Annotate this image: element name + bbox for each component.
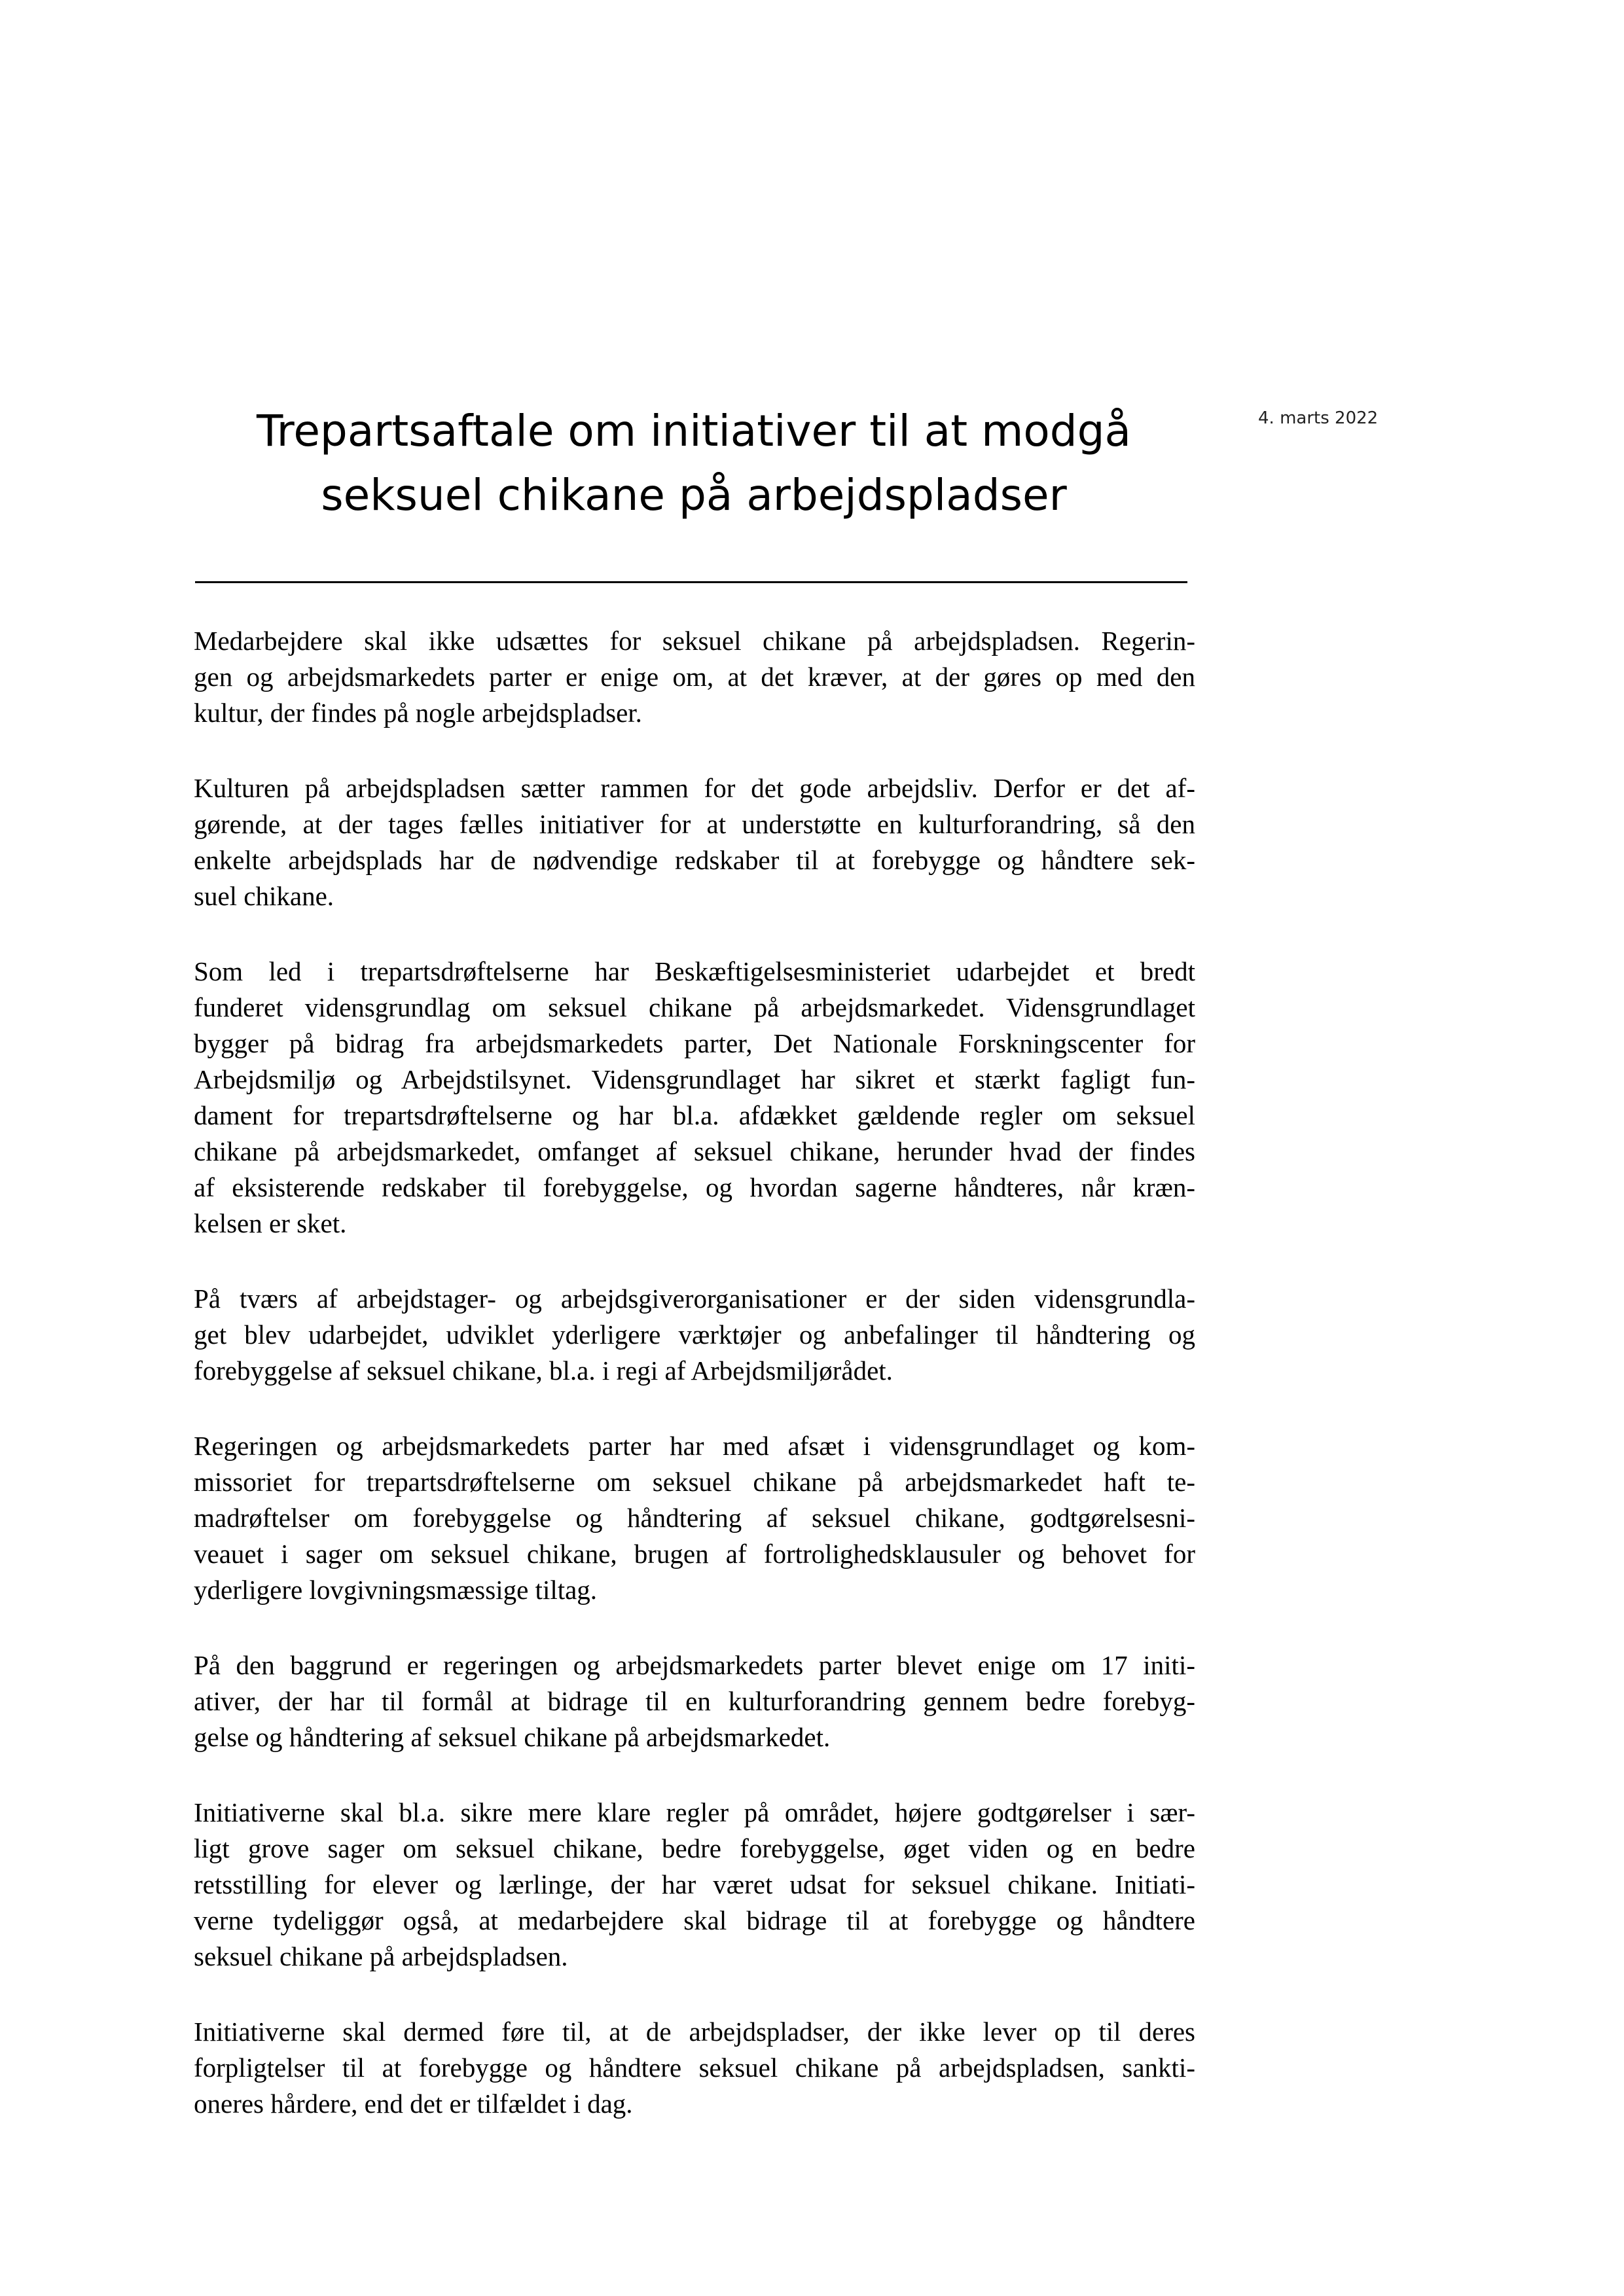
paragraph-line: gørende, at der tages fælles initiativer for at understøtte en kulturforandring, så den xyxy=(194,809,1195,839)
paragraph-line: På tværs af arbejdstager- og arbejdsgiverorganisationer er der siden vidensgrundla- xyxy=(194,1283,1195,1314)
paragraph-line: På den baggrund er regeringen og arbejdsmarkedets parter blevet enige om 17 initi- xyxy=(194,1650,1195,1680)
body-paragraph xyxy=(194,1281,1195,1389)
paragraph-line: yderligere lovgivningsmæssige tiltag. xyxy=(194,1575,598,1605)
paragraph-line: Medarbejdere skal ikke udsættes for seksuel chikane på arbejdspladsen. Regerin- xyxy=(194,626,1195,656)
body-paragraph xyxy=(194,1795,1195,1975)
paragraph-line: ativer, der har til formål at bidrage til en kulturforandring gennem bedre forebyg- xyxy=(194,1686,1195,1716)
paragraph-line: missoriet for trepartsdrøftelserne om seksuel chikane på arbejdsmarkedet haft te- xyxy=(194,1467,1195,1497)
title-divider xyxy=(195,581,1187,583)
paragraph-line: Initiativerne skal bl.a. sikre mere klare regler på området, højere godtgørelser i sær- xyxy=(194,1797,1195,1827)
title-line: Trepartsaftale om initiativer til at modgå xyxy=(257,406,1131,456)
paragraph-line: forebyggelse af seksuel chikane, bl.a. i regi af Arbejdsmiljørådet. xyxy=(194,1355,893,1386)
paragraph-line: retsstilling for elever og lærlinge, der har været udsat for seksuel chikane. Initiati- xyxy=(194,1869,1195,1899)
document-date: 4. marts 2022 xyxy=(1258,408,1379,428)
paragraph-line: suel chikane. xyxy=(194,881,334,911)
body-paragraph xyxy=(194,2014,1195,2122)
paragraph-line: kultur, der findes på nogle arbejdspladser. xyxy=(194,698,642,728)
paragraph-line: ligt grove sager om seksuel chikane, bedre forebyggelse, øget viden og en bedre xyxy=(194,1833,1195,1863)
paragraph-line: get blev udarbejdet, udviklet yderligere værktøjer og anbefalinger til håndtering og xyxy=(194,1319,1195,1350)
paragraph-line: Som led i trepartsdrøftelserne har Beskæftigelsesministeriet udarbejdet et bredt xyxy=(194,956,1195,986)
paragraph-line: oneres hårdere, end det er tilfældet i dag. xyxy=(194,2089,633,2119)
paragraph-line: kelsen er sket. xyxy=(194,1208,347,1238)
body-paragraph xyxy=(194,770,1195,914)
body-paragraph xyxy=(194,1647,1195,1755)
paragraph-line: Arbejdsmiljø og Arbejdstilsynet. Vidensgrundlaget har sikret et stærkt fagligt fun- xyxy=(194,1064,1195,1094)
paragraph-line: bygger på bidrag fra arbejdsmarkedets parter, Det Nationale Forskningscenter for xyxy=(194,1028,1195,1058)
paragraph-line: verne tydeliggør også, at medarbejdere skal bidrage til at forebygge og håndtere xyxy=(194,1905,1195,1935)
paragraph-line: gen og arbejdsmarkedets parter er enige om, at det kræver, at der gøres op med den xyxy=(194,662,1195,692)
paragraph-line: Regeringen og arbejdsmarkedets parter har med afsæt i vidensgrundlaget og kom- xyxy=(194,1431,1195,1461)
paragraph-line: chikane på arbejdsmarkedet, omfanget af seksuel chikane, herunder hvad der findes xyxy=(194,1136,1195,1166)
body-paragraph xyxy=(194,623,1195,731)
paragraph-line: Initiativerne skal dermed føre til, at de arbejdspladser, der ikke lever op til deres xyxy=(194,2017,1195,2047)
paragraph-line: madrøftelser om forebyggelse og håndtering af seksuel chikane, godtgørelsesni- xyxy=(194,1503,1195,1533)
paragraph-line: seksuel chikane på arbejdspladsen. xyxy=(194,1941,568,1971)
title-line: seksuel chikane på arbejdspladser xyxy=(321,470,1067,520)
paragraph-line: gelse og håndtering af seksuel chikane på arbejdsmarkedet. xyxy=(194,1722,831,1752)
body-paragraph xyxy=(194,954,1195,1242)
paragraph-line: forpligtelser til at forebygge og håndtere seksuel chikane på arbejdspladsen, sankti- xyxy=(194,2053,1195,2083)
document-title xyxy=(196,399,1191,528)
body-paragraph xyxy=(194,1428,1195,1608)
paragraph-line: dament for trepartsdrøftelserne og har bl.a. afdækket gældende regler om seksuel xyxy=(194,1100,1195,1130)
document-body xyxy=(194,623,1195,2161)
paragraph-line: af eksisterende redskaber til forebyggelse, og hvordan sagerne håndteres, når kræn- xyxy=(194,1172,1195,1202)
paragraph-line: enkelte arbejdsplads har de nødvendige redskaber til at forebygge og håndtere sek- xyxy=(194,845,1195,875)
paragraph-line: funderet vidensgrundlag om seksuel chikane på arbejdsmarkedet. Vidensgrundlaget xyxy=(194,992,1195,1022)
paragraph-line: Kulturen på arbejdspladsen sætter rammen for det gode arbejdsliv. Derfor er det af- xyxy=(194,773,1195,803)
paragraph-line: veauet i sager om seksuel chikane, brugen af fortrolighedsklausuler og behovet for xyxy=(194,1539,1195,1569)
